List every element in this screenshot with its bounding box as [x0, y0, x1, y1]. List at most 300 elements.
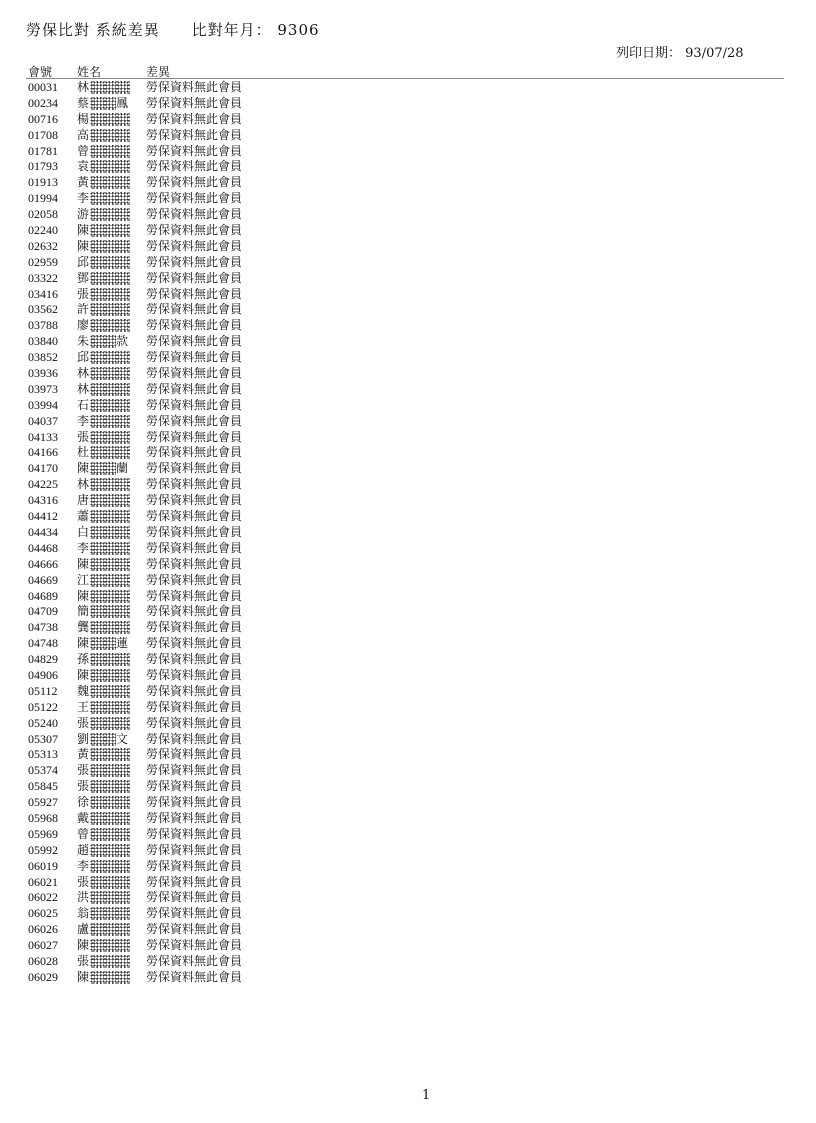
name-first-char: 游 — [77, 207, 90, 222]
difference-note: 勞保資料無此會員 — [146, 858, 243, 873]
member-name — [77, 461, 128, 477]
redaction-mask — [90, 192, 130, 205]
name-first-char: 江 — [77, 572, 90, 587]
member-name — [77, 589, 130, 605]
redaction-mask — [90, 431, 130, 444]
name-first-char: 楊 — [77, 111, 90, 126]
redaction-mask — [90, 494, 130, 507]
redaction-mask — [90, 637, 116, 650]
redaction-mask — [90, 796, 130, 809]
member-number: 05112 — [28, 683, 58, 698]
name-first-char: 陳 — [77, 223, 90, 238]
table-row — [0, 430, 816, 446]
name-last-char: 款 — [116, 334, 129, 349]
difference-note: 勞保資料無此會員 — [146, 779, 243, 794]
difference-note: 勞保資料無此會員 — [146, 938, 243, 953]
table-row — [0, 80, 816, 96]
member-name — [77, 525, 130, 541]
table-row — [0, 493, 816, 509]
member-number: 06027 — [28, 938, 58, 953]
difference-note: 勞保資料無此會員 — [146, 969, 243, 984]
difference-note: 勞保資料無此會員 — [146, 588, 243, 603]
name-first-char: 魏 — [77, 683, 90, 698]
member-name — [77, 938, 130, 954]
table-row — [0, 843, 816, 859]
member-name — [77, 509, 130, 525]
table-row — [0, 541, 816, 557]
member-name — [77, 573, 130, 589]
redaction-mask — [90, 415, 130, 428]
column-header-name: 姓名 — [77, 65, 102, 79]
table-row — [0, 398, 816, 414]
redaction-mask — [90, 923, 130, 936]
name-last-char: 鳳 — [116, 95, 129, 110]
member-number: 04906 — [28, 667, 58, 682]
member-number: 04037 — [28, 413, 58, 428]
redaction-mask — [90, 510, 130, 523]
difference-note: 勞保資料無此會員 — [146, 842, 243, 857]
member-number: 03562 — [28, 302, 58, 317]
table-row — [0, 302, 816, 318]
member-number: 03973 — [28, 381, 58, 396]
difference-note: 勞保資料無此會員 — [146, 953, 243, 968]
member-number: 04748 — [28, 636, 58, 651]
difference-note: 勞保資料無此會員 — [146, 350, 243, 365]
difference-note: 勞保資料無此會員 — [146, 95, 243, 110]
member-name — [77, 811, 130, 827]
name-first-char: 邱 — [77, 254, 90, 269]
column-header-no: 會號 — [28, 65, 53, 79]
member-name — [77, 128, 130, 144]
member-number: 01793 — [28, 159, 58, 174]
difference-note: 勞保資料無此會員 — [146, 620, 243, 635]
member-number: 01913 — [28, 175, 58, 190]
member-number: 05307 — [28, 731, 58, 746]
name-first-char: 朱 — [77, 334, 90, 349]
table-row — [0, 668, 816, 684]
difference-note: 勞保資料無此會員 — [146, 175, 243, 190]
difference-note: 勞保資料無此會員 — [146, 191, 243, 206]
name-first-char: 張 — [77, 715, 90, 730]
name-first-char: 林 — [77, 381, 90, 396]
name-first-char: 林 — [77, 477, 90, 492]
name-first-char: 杜 — [77, 445, 90, 460]
name-first-char: 蕭 — [77, 509, 90, 524]
table-row — [0, 779, 816, 795]
redaction-mask — [90, 653, 130, 666]
table-row — [0, 334, 816, 350]
member-name — [77, 922, 130, 938]
member-name — [77, 779, 130, 795]
member-name — [77, 255, 130, 271]
difference-note: 勞保資料無此會員 — [146, 540, 243, 555]
name-first-char: 張 — [77, 953, 90, 968]
name-first-char: 李 — [77, 413, 90, 428]
member-number: 05374 — [28, 763, 58, 778]
period-value: 9306 — [277, 21, 320, 39]
difference-note: 勞保資料無此會員 — [146, 636, 243, 651]
member-name — [77, 159, 130, 175]
redaction-mask — [90, 717, 130, 730]
table-row — [0, 747, 816, 763]
name-first-char: 許 — [77, 302, 90, 317]
name-first-char: 邱 — [77, 350, 90, 365]
redaction-mask — [90, 542, 130, 555]
table-row — [0, 811, 816, 827]
redaction-mask — [90, 288, 130, 301]
redaction-mask — [90, 891, 130, 904]
member-name — [77, 175, 130, 191]
difference-note: 勞保資料無此會員 — [146, 715, 243, 730]
member-name — [77, 493, 130, 509]
name-last-char: 蘭 — [116, 461, 129, 476]
report-title-line — [26, 19, 320, 40]
difference-note: 勞保資料無此會員 — [146, 509, 243, 524]
redaction-mask — [90, 351, 130, 364]
difference-note: 勞保資料無此會員 — [146, 270, 243, 285]
member-name — [77, 382, 130, 398]
table-row — [0, 890, 816, 906]
table-row — [0, 970, 816, 986]
table-row — [0, 239, 816, 255]
member-number: 00031 — [28, 80, 58, 94]
redaction-mask — [90, 590, 130, 603]
member-name — [77, 732, 128, 748]
difference-note: 勞保資料無此會員 — [146, 381, 243, 396]
table-row — [0, 573, 816, 589]
difference-note: 勞保資料無此會員 — [146, 159, 243, 174]
difference-note: 勞保資料無此會員 — [146, 111, 243, 126]
member-name — [77, 302, 130, 318]
table-row — [0, 684, 816, 700]
member-number: 06029 — [28, 969, 58, 984]
difference-note: 勞保資料無此會員 — [146, 238, 243, 253]
table-row — [0, 128, 816, 144]
name-first-char: 盧 — [77, 922, 90, 937]
member-number: 01708 — [28, 127, 58, 142]
member-number: 05992 — [28, 842, 58, 857]
table-row — [0, 112, 816, 128]
difference-note: 勞保資料無此會員 — [146, 127, 243, 142]
difference-note: 勞保資料無此會員 — [146, 699, 243, 714]
member-name — [77, 112, 130, 128]
member-name — [77, 144, 130, 160]
member-name — [77, 875, 130, 891]
member-name — [77, 843, 130, 859]
table-row — [0, 604, 816, 620]
table-row — [0, 191, 816, 207]
redaction-mask — [90, 319, 130, 332]
difference-note: 勞保資料無此會員 — [146, 826, 243, 841]
redaction-mask — [90, 113, 130, 126]
table-row — [0, 827, 816, 843]
redaction-mask — [90, 701, 130, 714]
difference-note: 勞保資料無此會員 — [146, 922, 243, 937]
redaction-mask — [90, 558, 130, 571]
table-row — [0, 255, 816, 271]
table-row — [0, 382, 816, 398]
name-first-char: 石 — [77, 397, 90, 412]
difference-note: 勞保資料無此會員 — [146, 747, 243, 762]
member-name — [77, 223, 130, 239]
redaction-mask — [90, 621, 130, 634]
name-first-char: 龔 — [77, 620, 90, 635]
name-first-char: 李 — [77, 540, 90, 555]
name-first-char: 林 — [77, 80, 90, 94]
member-name — [77, 366, 130, 382]
member-name — [77, 350, 130, 366]
table-row — [0, 287, 816, 303]
member-name — [77, 668, 130, 684]
member-number: 06025 — [28, 906, 58, 921]
redaction-mask — [90, 129, 130, 142]
member-name — [77, 716, 130, 732]
table-row — [0, 223, 816, 239]
name-first-char: 劉 — [77, 731, 90, 746]
redaction-mask — [90, 574, 130, 587]
table-row — [0, 732, 816, 748]
difference-note: 勞保資料無此會員 — [146, 667, 243, 682]
table-row — [0, 795, 816, 811]
member-number: 03416 — [28, 286, 58, 301]
redaction-mask — [90, 145, 130, 158]
redaction-mask — [90, 685, 130, 698]
difference-note: 勞保資料無此會員 — [146, 445, 243, 460]
member-number: 03788 — [28, 318, 58, 333]
table-row — [0, 716, 816, 732]
table-row — [0, 159, 816, 175]
name-first-char: 廖 — [77, 318, 90, 333]
table-row — [0, 445, 816, 461]
difference-note: 勞保資料無此會員 — [146, 207, 243, 222]
redaction-mask — [90, 812, 130, 825]
table-row — [0, 318, 816, 334]
difference-note: 勞保資料無此會員 — [146, 906, 243, 921]
member-number: 02240 — [28, 223, 58, 238]
member-number: 06022 — [28, 890, 58, 905]
difference-note: 勞保資料無此會員 — [146, 731, 243, 746]
member-name — [77, 80, 130, 96]
name-first-char: 戴 — [77, 810, 90, 825]
member-number: 04133 — [28, 429, 58, 444]
member-number: 04738 — [28, 620, 58, 635]
member-name — [77, 287, 130, 303]
difference-note: 勞保資料無此會員 — [146, 763, 243, 778]
difference-note: 勞保資料無此會員 — [146, 477, 243, 492]
member-name — [77, 747, 130, 763]
redaction-mask — [90, 160, 130, 173]
member-name — [77, 557, 130, 573]
member-number: 04666 — [28, 556, 58, 571]
difference-note: 勞保資料無此會員 — [146, 429, 243, 444]
name-first-char: 張 — [77, 286, 90, 301]
member-number: 04225 — [28, 477, 58, 492]
member-name — [77, 684, 130, 700]
member-name — [77, 398, 130, 414]
redaction-mask — [90, 526, 130, 539]
member-name — [77, 700, 130, 716]
member-number: 05313 — [28, 747, 58, 762]
table-row — [0, 922, 816, 938]
redaction-mask — [90, 939, 130, 952]
table-row — [0, 700, 816, 716]
table-row — [0, 589, 816, 605]
difference-note: 勞保資料無此會員 — [146, 223, 243, 238]
redaction-mask — [90, 272, 130, 285]
member-number: 05240 — [28, 715, 58, 730]
table-row — [0, 557, 816, 573]
member-number: 03322 — [28, 270, 58, 285]
difference-note: 勞保資料無此會員 — [146, 890, 243, 905]
member-number: 01994 — [28, 191, 58, 206]
table-row — [0, 636, 816, 652]
member-name — [77, 191, 130, 207]
member-name — [77, 827, 130, 843]
member-name — [77, 763, 130, 779]
member-name — [77, 207, 130, 223]
redaction-mask — [90, 176, 130, 189]
name-first-char: 李 — [77, 191, 90, 206]
column-header-row — [0, 63, 816, 79]
table-row — [0, 938, 816, 954]
table-row — [0, 414, 816, 430]
difference-note: 勞保資料無此會員 — [146, 143, 243, 158]
member-number: 05968 — [28, 810, 58, 825]
column-header-diff: 差異 — [146, 65, 171, 79]
redaction-mask — [90, 876, 130, 889]
difference-note: 勞保資料無此會員 — [146, 556, 243, 571]
print-date-line — [616, 42, 744, 61]
member-name — [77, 604, 130, 620]
name-first-char: 唐 — [77, 493, 90, 508]
redaction-mask — [90, 907, 130, 920]
redaction-mask — [90, 478, 130, 491]
member-name — [77, 477, 130, 493]
redaction-mask — [90, 669, 130, 682]
redaction-mask — [90, 240, 130, 253]
member-name — [77, 795, 130, 811]
name-first-char: 趙 — [77, 842, 90, 857]
difference-note: 勞保資料無此會員 — [146, 604, 243, 619]
redaction-mask — [90, 462, 116, 475]
difference-note: 勞保資料無此會員 — [146, 493, 243, 508]
member-number: 03852 — [28, 350, 58, 365]
table-row — [0, 859, 816, 875]
member-number: 06026 — [28, 922, 58, 937]
member-name — [77, 318, 130, 334]
name-first-char: 翁 — [77, 906, 90, 921]
name-first-char: 陳 — [77, 938, 90, 953]
member-number: 04829 — [28, 652, 58, 667]
redaction-mask — [90, 81, 130, 94]
member-number: 04170 — [28, 461, 58, 476]
difference-note: 勞保資料無此會員 — [146, 524, 243, 539]
table-row — [0, 477, 816, 493]
difference-note: 勞保資料無此會員 — [146, 286, 243, 301]
name-first-char: 黃 — [77, 747, 90, 762]
member-number: 03840 — [28, 334, 58, 349]
name-first-char: 高 — [77, 127, 90, 142]
redaction-mask — [90, 844, 130, 857]
redaction-mask — [90, 733, 116, 746]
member-name — [77, 541, 130, 557]
member-number: 05122 — [28, 699, 58, 714]
member-name — [77, 890, 130, 906]
member-number: 04434 — [28, 524, 58, 539]
difference-note: 勞保資料無此會員 — [146, 254, 243, 269]
member-number: 02959 — [28, 254, 58, 269]
member-number: 04166 — [28, 445, 58, 460]
redaction-mask — [90, 383, 130, 396]
member-list — [0, 80, 816, 986]
name-first-char: 張 — [77, 763, 90, 778]
difference-note: 勞保資料無此會員 — [146, 795, 243, 810]
member-number: 06021 — [28, 874, 58, 889]
member-number: 04689 — [28, 588, 58, 603]
table-row — [0, 652, 816, 668]
member-name — [77, 239, 130, 255]
member-name — [77, 334, 128, 350]
table-row — [0, 271, 816, 287]
difference-note: 勞保資料無此會員 — [146, 413, 243, 428]
header-divider — [26, 78, 784, 79]
name-first-char: 林 — [77, 366, 90, 381]
name-first-char: 陳 — [77, 588, 90, 603]
member-name — [77, 652, 130, 668]
table-row — [0, 96, 816, 112]
member-number: 05969 — [28, 826, 58, 841]
difference-note: 勞保資料無此會員 — [146, 397, 243, 412]
difference-note: 勞保資料無此會員 — [146, 572, 243, 587]
difference-note: 勞保資料無此會員 — [146, 461, 243, 476]
member-name — [77, 954, 130, 970]
member-number: 04709 — [28, 604, 58, 619]
name-first-char: 簡 — [77, 604, 90, 619]
report-title: 勞保比對 系統差異 — [26, 21, 160, 39]
name-first-char: 白 — [77, 524, 90, 539]
member-number: 05845 — [28, 779, 58, 794]
redaction-mask — [90, 971, 130, 984]
redaction-mask — [90, 828, 130, 841]
name-first-char: 曾 — [77, 826, 90, 841]
member-number: 06028 — [28, 953, 58, 968]
name-first-char: 陳 — [77, 636, 90, 651]
redaction-mask — [90, 367, 130, 380]
redaction-mask — [90, 335, 116, 348]
name-first-char: 蔡 — [77, 95, 90, 110]
table-row — [0, 525, 816, 541]
redaction-mask — [90, 860, 130, 873]
member-number: 00234 — [28, 95, 58, 110]
redaction-mask — [90, 780, 130, 793]
redaction-mask — [90, 955, 130, 968]
member-number: 04468 — [28, 540, 58, 555]
member-number: 01781 — [28, 143, 58, 158]
redaction-mask — [90, 256, 130, 269]
name-first-char: 陳 — [77, 667, 90, 682]
member-number: 05927 — [28, 795, 58, 810]
redaction-mask — [90, 446, 130, 459]
name-first-char: 徐 — [77, 795, 90, 810]
table-row — [0, 350, 816, 366]
redaction-mask — [90, 208, 130, 221]
name-first-char: 王 — [77, 699, 90, 714]
table-row — [0, 175, 816, 191]
difference-note: 勞保資料無此會員 — [146, 302, 243, 317]
member-name — [77, 414, 130, 430]
member-number: 06019 — [28, 858, 58, 873]
print-date-label: 列印日期： — [616, 46, 682, 61]
